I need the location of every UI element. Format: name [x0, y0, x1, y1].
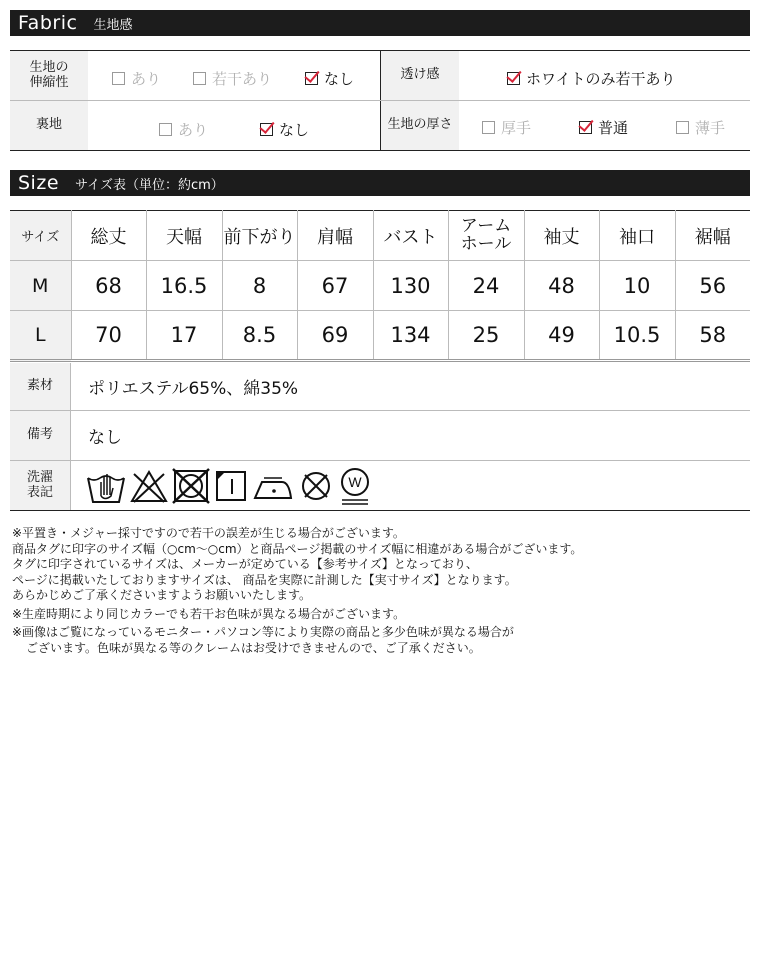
table-cell: 10.5 [599, 311, 675, 361]
size-table-header-row [10, 211, 750, 261]
fabric-row-1 [10, 51, 750, 101]
wet-clean-letter: W [348, 473, 362, 490]
column-header: 袖丈 [524, 211, 599, 261]
care-symbols [71, 461, 750, 510]
column-header: 前下がり [222, 211, 297, 261]
remarks-value: なし [88, 428, 122, 448]
fabric-title-en: Fabric [18, 12, 78, 34]
column-header: 総丈 [71, 211, 146, 261]
wet-clean-icon [338, 466, 372, 506]
size-title-en: Size [18, 172, 60, 194]
checkmark-icon [260, 123, 273, 136]
note-line: ございます。色味が異なる等のクレームはお受けできませんので、ご了承ください。 [26, 640, 481, 655]
table-cell: 24 [448, 261, 524, 311]
material-row [10, 363, 750, 411]
no-bleach-icon [130, 468, 168, 504]
no-tumble-dry-icon [172, 468, 210, 504]
low-iron-icon [252, 468, 294, 504]
table-cell: 70 [71, 311, 146, 361]
checkbox-icon [482, 121, 495, 134]
stretch-option-none: なし [305, 68, 354, 89]
table-cell: 8.5 [222, 311, 297, 361]
table-cell: 56 [675, 261, 750, 311]
note-line: ※生産時期により同じカラーでも若干お色味が異なる場合がございます。 [12, 606, 406, 621]
sheer-option-white-slight: ホワイトのみ若干あり [507, 68, 676, 89]
fabric-table [10, 50, 750, 151]
checkbox-icon [112, 72, 125, 85]
table-row [10, 261, 750, 311]
checkbox-icon [159, 123, 172, 136]
column-header: 天幅 [146, 211, 222, 261]
remarks-row [10, 411, 750, 461]
table-cell: 134 [373, 311, 448, 361]
size-label: L [10, 311, 71, 361]
table-cell: 68 [71, 261, 146, 311]
material-label: 素材 [10, 363, 71, 410]
note-line: あらかじめご了承くださいますようお願いいたします。 [12, 588, 312, 602]
remarks-label: 備考 [10, 411, 71, 460]
checkbox-icon [676, 121, 689, 134]
note-line: ※画像はご覧になっているモニター・パソコン等により実際の商品と多少色味が異なる場合が [12, 625, 514, 639]
thickness-option-thin: 薄手 [676, 117, 725, 138]
table-cell: 48 [524, 261, 599, 311]
table-cell: 10 [599, 261, 675, 311]
stretch-option-yes: あり [112, 68, 161, 89]
size-corner-label: サイズ [10, 211, 71, 261]
lining-option-yes: あり [159, 119, 208, 140]
note-line: ※平置き・メジャー採寸ですので若干の誤差が生じる場合がございます。 [12, 526, 405, 540]
column-header: 裾幅 [675, 211, 750, 261]
checkmark-icon [507, 72, 520, 85]
notes-block [12, 526, 748, 656]
table-cell: 69 [297, 311, 373, 361]
column-header: アーム ホール [448, 211, 524, 261]
thickness-option-thick: 厚手 [482, 117, 531, 138]
washing-row [10, 461, 750, 510]
material-value: ポリエステル65%、綿35% [88, 379, 299, 399]
thickness-option-normal: 普通 [579, 117, 628, 138]
lining-option-none: なし [260, 119, 309, 140]
table-cell: 58 [675, 311, 750, 361]
lining-label: 裏地 [10, 101, 88, 150]
table-cell: 49 [524, 311, 599, 361]
thickness-label: 生地の厚さ [381, 101, 459, 150]
info-table [10, 363, 750, 511]
column-header: バスト [373, 211, 448, 261]
size-title-jp: サイズ表（単位：約cm） [75, 177, 224, 193]
washing-label: 洗濯 表記 [10, 461, 71, 510]
checkmark-icon [305, 72, 318, 85]
checkmark-icon [579, 121, 592, 134]
table-cell: 8 [222, 261, 297, 311]
table-row [10, 311, 750, 361]
fabric-title-jp: 生地感 [93, 17, 133, 33]
note-line: ページに掲載いたしておりますサイズは、 商品を実際に計測した【実寸サイズ】となります。 [12, 572, 517, 587]
column-header: 肩幅 [297, 211, 373, 261]
checkbox-icon [193, 72, 206, 85]
note-line: タグに印字されているサイズは、メーカーが定めている【参考サイズ】となっており、 [12, 557, 478, 571]
stretch-option-slight: 若干あり [193, 68, 272, 89]
stretch-label: 生地の 伸縮性 [10, 51, 88, 100]
line-dry-shade-icon [214, 468, 248, 504]
column-header: 袖口 [599, 211, 675, 261]
size-section-header [10, 170, 750, 196]
size-table [10, 210, 750, 362]
note-line: 商品タグに印字のサイズ幅（○cm〜○cm）と商品ページ掲載のサイズ幅に相違がある場合がございます。 [12, 541, 583, 556]
table-cell: 17 [146, 311, 222, 361]
fabric-row-2 [10, 101, 750, 150]
sheer-label: 透け感 [381, 51, 459, 100]
table-cell: 16.5 [146, 261, 222, 311]
size-label: M [10, 261, 71, 311]
table-cell: 25 [448, 311, 524, 361]
table-cell: 67 [297, 261, 373, 311]
fabric-section-header [10, 10, 750, 36]
table-cell: 130 [373, 261, 448, 311]
hand-wash-icon [86, 468, 126, 504]
no-dry-clean-icon [298, 468, 334, 504]
